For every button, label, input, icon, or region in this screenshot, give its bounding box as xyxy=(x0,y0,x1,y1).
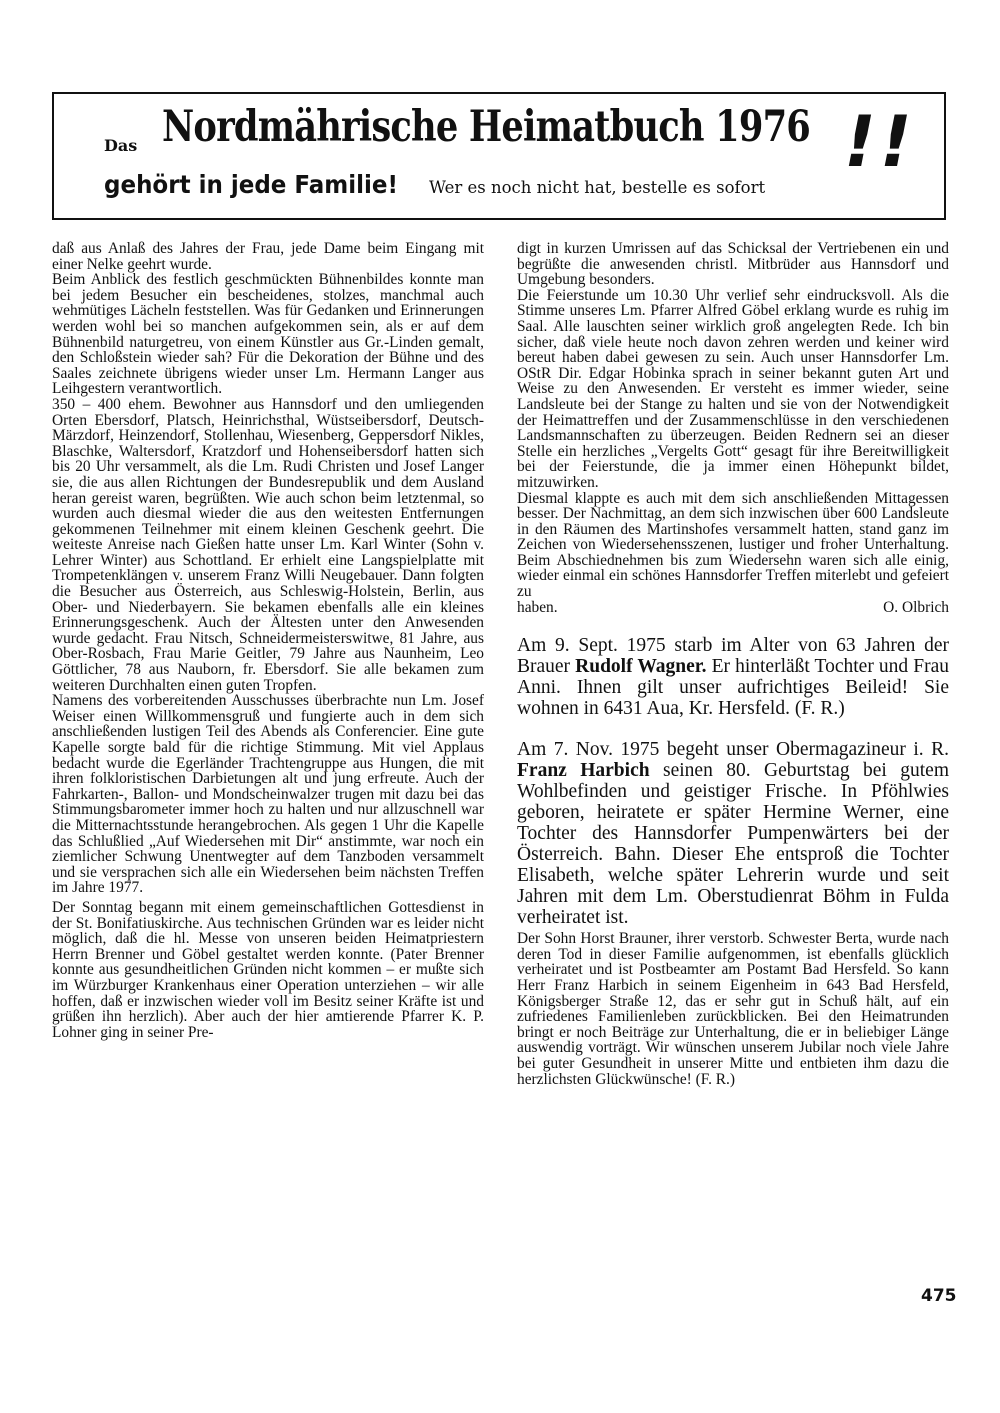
page-number: 475 xyxy=(921,1286,957,1306)
ad-title: Nordmährische Heimatbuch 1976 xyxy=(162,102,811,152)
birthday-notice xyxy=(517,739,949,928)
paragraph: digt in kurzen Umrissen auf das Schicksal der Vertriebenen ein und begrüßte die anwesenden christl. Mitbrüder aus Hannsdorf und Umgebung besonders. xyxy=(517,240,949,289)
notice-text: Am 7. Nov. 1975 begeht unser Obermagazineur i. R. xyxy=(517,739,949,761)
paragraph: Diesmal klappte es auch mit dem sich anschließenden Mittagessen besser. Der Nachmittag, an dem sich inzwischen über 600 Landsleute in den Räumen des Martinshofes versammelt hatten, stand ganz im Zeichen von Wiedersehensszenen, lustiger und froher Unterhaltung. Beim Abschiednehmen bis zum Wiedersehn waren sich alle einig, wieder einmal ein schönes Hannsdorfer Treffen miterlebt und gefeiert zu xyxy=(517,489,949,601)
right-column xyxy=(517,241,949,1087)
author-signature: O. Olbrich xyxy=(883,598,949,616)
notice-text: seinen 80. Geburtstag bei gutem Wohlbefinden und geistiger Frische. In Pföhlwies geboren, heiratete er später Hermine Werner, eine Tochter des Hannsdorfer Pumpenwärters bei der Österreich. Bahn. Dieser Ehe entsproß die Tochter Elisabeth, welche später Lehrerin wurde und seit Jahren mit dem Lm. Oberstudienrat Böhm in Fulda verheiratet ist. xyxy=(517,760,949,929)
left-column xyxy=(52,241,484,1040)
paragraph-end: haben. xyxy=(517,598,558,616)
ad-das: Das xyxy=(104,136,138,155)
advertisement-box xyxy=(52,92,946,220)
person-name: Franz Harbich xyxy=(517,760,650,782)
double-exclamation-icon: !! xyxy=(844,101,916,183)
paragraph: daß aus Anlaß des Jahres der Frau, jede Dame beim Eingang mit einer Nelke geehrt wurde. xyxy=(52,240,484,273)
ad-tagline: gehört in jede Familie! xyxy=(104,170,398,199)
paragraph: Beim Anblick des festlich geschmückten Bühnenbildes konnte man bei jedem Besucher ein bescheidenes, stolzes, manchmal auch wehmütiges Lächeln feststellen. Was für Gedanken und Erinnerungen werden wohl bei so manchen aufgekommen sein, als er auf dem Bühnenbild naturgetreu, von einem Künstler aus Gr.-Linden gemalt, den Schloßstein wieder sah? Für die Dekoration der Bühne und des Saales zeichnete übrigens wieder unser Lm. Hermann Langer aus Leihgestern verantwortlich. xyxy=(52,271,484,398)
paragraph: Der Sohn Horst Brauner, ihrer verstorb. Schwester Berta, wurde nach deren Tod in dieser Familie aufgenommen, ist ebenfalls glücklich verheiratet und ist Postbeamter am Postamt Bad Hersfeld. So kann Herr Franz Harbich in seinem Eigenheim in 643 Bad Hersfeld, Königsberger Straße 12, das er sehr gut in Schuß hält, auf ein zufriedenes Familienleben zurückblicken. Bei den Heimatrunden bringt er noch Beiträge zur Unterhaltung, die er in beliebiger Länge auswendig vorträgt. Wir wünschen unserem Jubilar noch viele Jahre bei guter Gesundheit in unserer Mitte und entbieten ihm dazu die herzlichsten Glückwünsche! (F. R.) xyxy=(517,930,949,1088)
signature-line xyxy=(517,600,949,616)
paragraph: 350 – 400 ehem. Bewohner aus Hannsdorf und den umliegenden Orten Ebersdorf, Platsch, Heinrichsthal, Wüstseibersdorf, Deutsch-Märzdorf, Heinzendorf, Stollenhau, Wiesenberg, Geppersdorf Nikles, Blaschke, Waltersdorf, Kratzdorf und Hohenseibersdorf hatten sich bis 20 Uhr versammelt, als die Lm. Rudi Christen und Josef Langer sie, die aus allen Richtungen der Bundesrepublik und dem Ausland heran gereist waren, begrüßten. Wie auch schon beim letztenmal, so wurden auch diesmal wieder die aus den weitesten Entfernungen gekommenen Teilnehmer mit einem kleinen Geschenk geehrt. Die weiteste Anreise nach Gießen hatte unser Lm. Karl Winter (Sohn v. Lehrer Winter) aus Schottland. Er erhielt eine Langspielplatte mit Trompetenklängen v. unserem Franz Willi Neugebauer. Dann folgten die Besucher aus Österreich, aus Schleswig-Holstein, Berlin, aus Ober- und Niederbayern. Sie bekamen ebenfalls alle ein kleines Erinnerungsgeschenk. Auch der Ältesten unter den Anwesenden wurde gedacht. Frau Nitsch, Schneidermeisterswitwe, 81 Jahre, aus Ober-Rosbach, Frau Marie Geitler, 79 Jahre aus Naunheim, Leo Göttlicher, 78 aus Nauborn, fr. Ebersdorf. Sie alle bekamen zum weiteren Durchhalten einen guten Tropfen. xyxy=(52,395,484,694)
notice-text: Er hinterläßt Tochter und Frau Anni. Ihnen gilt unser aufrichtiges Beileid! Sie wohnen in 6431 Aua, Kr. Hersfeld. (F. R.) xyxy=(517,656,949,720)
ad-order-text: Wer es noch nicht hat, bestelle es sofort xyxy=(429,178,766,197)
paragraph: Die Feierstunde um 10.30 Uhr verlief sehr eindrucksvoll. Als die Stimme unseres Lm. Pfarrer Alfred Göbel erklang wurde es ruhig im Saal. Alle lauschten seiner wirklich groß angelegten Rede. Ich bin sicher, daß viele heute noch davon zehren werden und keiner wird bereut haben dabei gewesen zu sein. Auch unser Hannsdorfer Lm. OStR Dir. Edgar Hobinka sprach in seiner bekannt guten Art und Weise zu den Anwesenden. Er versteht es immer wieder, seine Landsleute bei der Stange zu halten und sie von der Notwendigkeit der Heimattreffen und der Zusammenschlüsse in den verschiedenen Landsmannschaften zu überzeugen. Beiden Rednern sei an dieser Stelle ein herzliches „Vergelts Gott“ gesagt für ihre Bereitwilligkeit bei der Feierstunde, die ja immer einen Höhepunkt bildet, mitzuwirken. xyxy=(517,286,949,491)
paragraph: Namens des vorbereitenden Ausschusses überbrachte nun Lm. Josef Weiser einen Willkommensgruß und fungierte auch in dem sich anschließenden lustigen Teil des Abends als Conferencier. Eine gute Kapelle sorgte bald für die richtige Stimmung. Mit viel Applaus bedacht wurde die Egerländer Trachtengruppe aus Hungen, die mit ihren folkloristischen Darbietungen alt und jung erfreute. Auch der Fahrkarten-, Ballon- und Mondscheinwalzer trugen mit dazu bei das Stimmungsbarometer immer hoch zu halten und nur allzuschnell war die Mitternachtsstunde herangebrochen. Als gegen 1 Uhr die Kapelle das Schlußlied „Auf Wiedersehen mit Dir“ anstimmte, war noch ein ziemlicher Schwung Unentwegter auf dem Tanzboden versammelt und sie versprachen sich alle ein Wiedersehen beim nächsten Treffen im Jahre 1977. xyxy=(52,692,484,897)
notice-text: Am 9. Sept. 1975 starb im Alter von 63 Jahren der Brauer xyxy=(517,635,949,678)
person-name: Rudolf Wagner. xyxy=(575,656,707,678)
obituary-notice xyxy=(517,635,949,719)
paragraph: Der Sonntag begann mit einem gemeinschaftlichen Gottesdienst in der St. Bonifatiuskirche. Aus technischen Gründen war es leider nicht möglich, daß die hl. Messe von unseren beiden Heimatpriestern Herrn Brenner und Göbel gestaltet werden konnte. (Pater Brenner konnte aus gesundheitlichen Gründen nicht kommen – er mußte sich im Würzburger Krankenhaus einer Operation unterziehen – wir alle hoffen, daß er inzwischen wieder voll im Besitz seiner Kräfte ist und grüßen ihn herzlich). Aber auch der hier amtierende Pfarrer K. P. Lohner ging in seiner Pre- xyxy=(52,898,484,1041)
